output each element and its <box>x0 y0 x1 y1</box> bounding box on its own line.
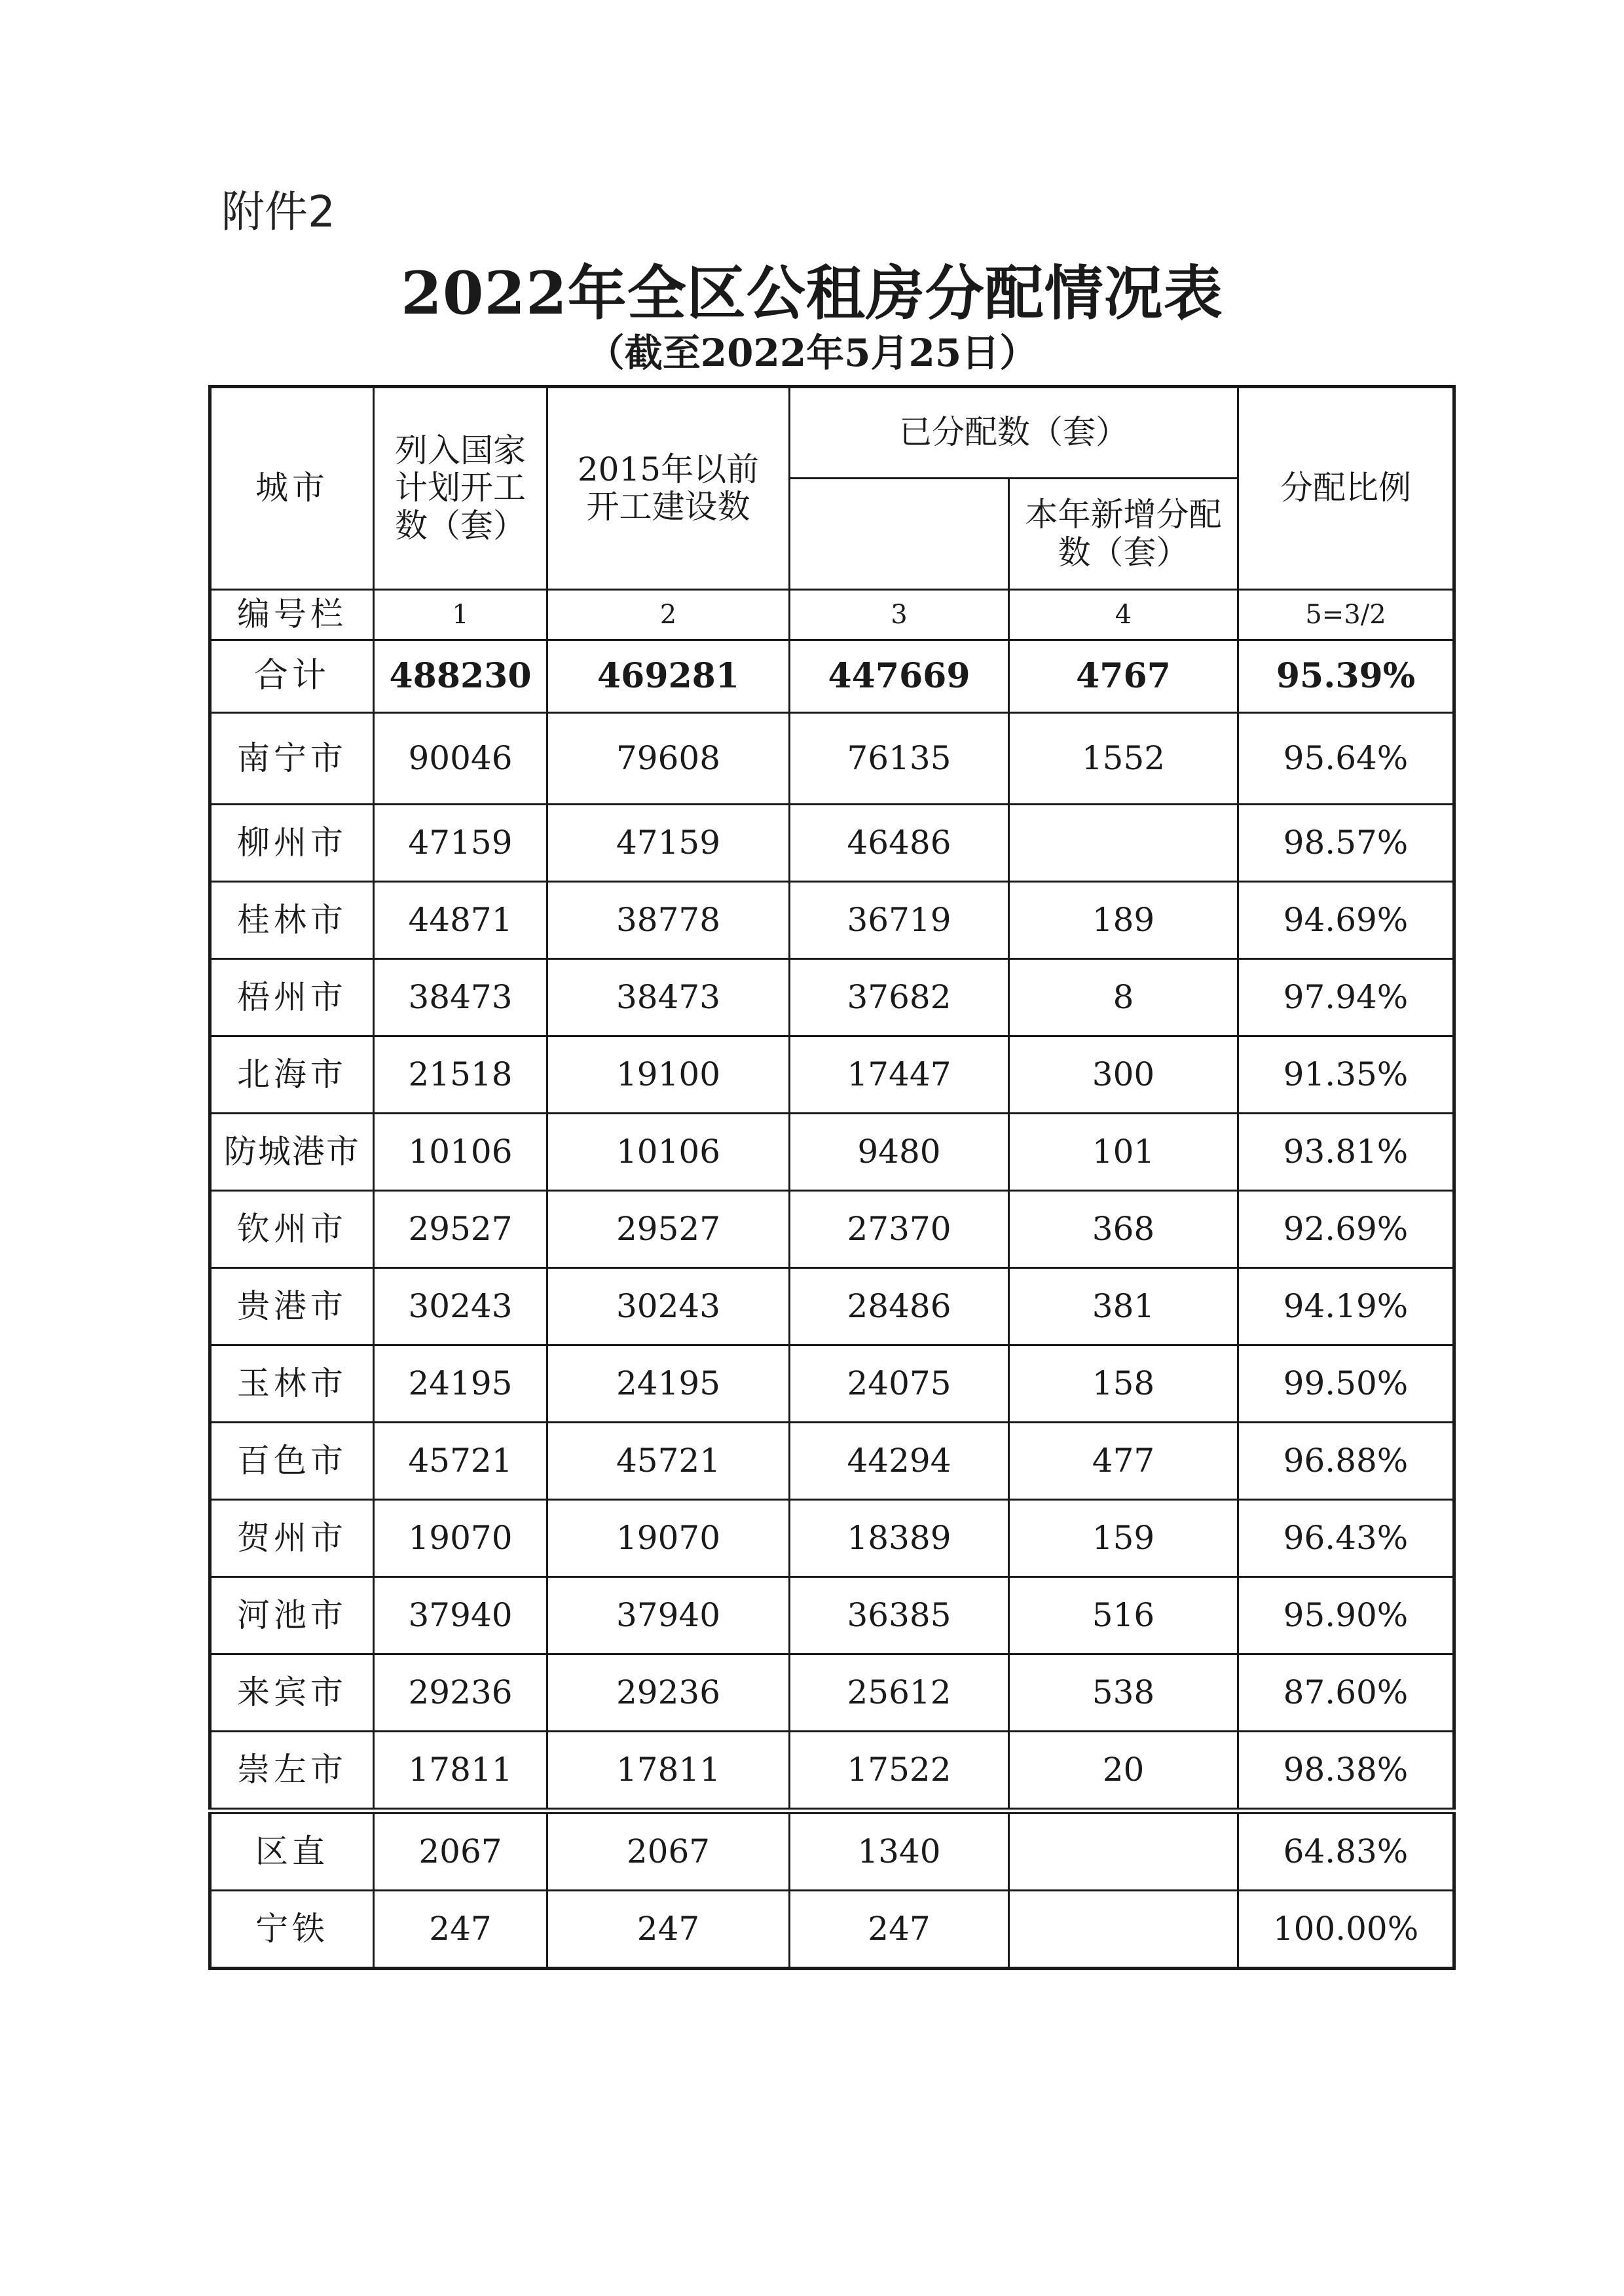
header-new-this-year: 本年新增分配数（套） <box>1009 479 1238 590</box>
city-cell: 北海市 <box>210 1036 374 1114</box>
ratio-cell: 95.64% <box>1238 713 1454 805</box>
allocated-cell: 76135 <box>790 713 1009 805</box>
allocated-cell: 247 <box>790 1891 1009 1969</box>
ratio-cell: 87.60% <box>1238 1654 1454 1732</box>
new-this-year-cell: 538 <box>1009 1654 1238 1732</box>
header-planned: 列入国家计划开工数（套） <box>374 387 547 590</box>
before-2015-cell: 10106 <box>547 1114 790 1191</box>
city-cell: 崇左市 <box>210 1732 374 1812</box>
city-cell: 南宁市 <box>210 713 374 805</box>
before-2015-cell: 79608 <box>547 713 790 805</box>
table-row <box>210 1036 1454 1114</box>
allocated-cell: 25612 <box>790 1654 1009 1732</box>
header-allocated: 已分配数（套） <box>790 387 1238 479</box>
city-cell: 梧州市 <box>210 959 374 1036</box>
allocated-cell: 1340 <box>790 1811 1009 1891</box>
planned-cell: 247 <box>374 1891 547 1969</box>
before-2015-cell: 247 <box>547 1891 790 1969</box>
table-row <box>210 1268 1454 1345</box>
header-ratio: 分配比例 <box>1238 387 1454 590</box>
city-cell: 区直 <box>210 1811 374 1891</box>
planned-cell: 90046 <box>374 713 547 805</box>
before-2015-cell: 30243 <box>547 1268 790 1345</box>
new-this-year-cell <box>1009 1891 1238 1969</box>
city-cell: 河池市 <box>210 1577 374 1654</box>
table-row <box>210 882 1454 959</box>
new-this-year-cell <box>1009 805 1238 882</box>
new-this-year-cell <box>1009 1811 1238 1891</box>
city-cell: 钦州市 <box>210 1191 374 1268</box>
table-row <box>210 1891 1454 1969</box>
city-cell: 贵港市 <box>210 1268 374 1345</box>
allocated-cell: 36385 <box>790 1577 1009 1654</box>
ratio-cell: 94.19% <box>1238 1268 1454 1345</box>
allocated-cell: 18389 <box>790 1500 1009 1577</box>
table-row <box>210 1500 1454 1577</box>
new-this-year-cell: 158 <box>1009 1345 1238 1423</box>
number-row <box>210 590 1454 640</box>
before-2015-cell: 17811 <box>547 1732 790 1812</box>
planned-cell: 45721 <box>374 1423 547 1500</box>
document-subtitle: （截至2022年5月25日） <box>586 331 1038 375</box>
total-row <box>210 640 1454 713</box>
ratio-cell: 94.69% <box>1238 882 1454 959</box>
city-cell: 宁铁 <box>210 1891 374 1969</box>
table-row <box>210 1577 1454 1654</box>
allocated-cell: 17447 <box>790 1036 1009 1114</box>
table-row <box>210 1114 1454 1191</box>
new-this-year-cell: 189 <box>1009 882 1238 959</box>
ratio-cell: 93.81% <box>1238 1114 1454 1191</box>
allocated-cell: 24075 <box>790 1345 1009 1423</box>
planned-cell: 10106 <box>374 1114 547 1191</box>
allocated-cell: 17522 <box>790 1732 1009 1812</box>
ratio-cell: 100.00% <box>1238 1891 1454 1969</box>
allocated-cell: 46486 <box>790 805 1009 882</box>
allocated-cell: 27370 <box>790 1191 1009 1268</box>
before-2015-cell: 19070 <box>547 1500 790 1577</box>
before-2015-cell: 38473 <box>547 959 790 1036</box>
total-label: 合计 <box>210 640 374 713</box>
planned-cell: 17811 <box>374 1732 547 1812</box>
total-new-this-year: 4767 <box>1009 640 1238 713</box>
allocated-cell: 36719 <box>790 882 1009 959</box>
before-2015-cell: 47159 <box>547 805 790 882</box>
before-2015-cell: 29236 <box>547 1654 790 1732</box>
header-city: 城市 <box>210 387 374 590</box>
table-row <box>210 1811 1454 1891</box>
before-2015-cell: 2067 <box>547 1811 790 1891</box>
header-before-2015: 2015年以前开工建设数 <box>547 387 790 590</box>
planned-cell: 19070 <box>374 1500 547 1577</box>
ratio-cell: 95.90% <box>1238 1577 1454 1654</box>
allocated-cell: 28486 <box>790 1268 1009 1345</box>
before-2015-cell: 38778 <box>547 882 790 959</box>
ratio-cell: 64.83% <box>1238 1811 1454 1891</box>
before-2015-cell: 29527 <box>547 1191 790 1268</box>
total-allocated: 447669 <box>790 640 1009 713</box>
total-before-2015: 469281 <box>547 640 790 713</box>
allocated-cell: 44294 <box>790 1423 1009 1500</box>
city-cell: 贺州市 <box>210 1500 374 1577</box>
planned-cell: 29236 <box>374 1654 547 1732</box>
number-cell-4: 4 <box>1009 590 1238 640</box>
before-2015-cell: 19100 <box>547 1036 790 1114</box>
city-cell: 桂林市 <box>210 882 374 959</box>
new-this-year-cell: 20 <box>1009 1732 1238 1812</box>
planned-cell: 21518 <box>374 1036 547 1114</box>
table-row <box>210 1423 1454 1500</box>
city-cell: 玉林市 <box>210 1345 374 1423</box>
total-planned: 488230 <box>374 640 547 713</box>
new-this-year-cell: 8 <box>1009 959 1238 1036</box>
allocated-cell: 37682 <box>790 959 1009 1036</box>
new-this-year-cell: 368 <box>1009 1191 1238 1268</box>
planned-cell: 47159 <box>374 805 547 882</box>
planned-cell: 38473 <box>374 959 547 1036</box>
ratio-cell: 91.35% <box>1238 1036 1454 1114</box>
new-this-year-cell: 516 <box>1009 1577 1238 1654</box>
planned-cell: 44871 <box>374 882 547 959</box>
header-allocated-spacer <box>790 479 1009 590</box>
number-cell-5: 5=3/2 <box>1238 590 1454 640</box>
planned-cell: 37940 <box>374 1577 547 1654</box>
table-row <box>210 1191 1454 1268</box>
total-ratio: 95.39% <box>1238 640 1454 713</box>
number-row-label: 编号栏 <box>210 590 374 640</box>
allocation-table <box>208 385 1456 1970</box>
planned-cell: 30243 <box>374 1268 547 1345</box>
table-row <box>210 959 1454 1036</box>
number-cell-1: 1 <box>374 590 547 640</box>
allocated-cell: 9480 <box>790 1114 1009 1191</box>
attachment-label: 附件2 <box>221 187 335 237</box>
number-cell-2: 2 <box>547 590 790 640</box>
table-row <box>210 1345 1454 1423</box>
table-row <box>210 1654 1454 1732</box>
number-cell-3: 3 <box>790 590 1009 640</box>
new-this-year-cell: 1552 <box>1009 713 1238 805</box>
city-cell: 柳州市 <box>210 805 374 882</box>
table-row <box>210 805 1454 882</box>
ratio-cell: 98.38% <box>1238 1732 1454 1812</box>
new-this-year-cell: 300 <box>1009 1036 1238 1114</box>
ratio-cell: 96.88% <box>1238 1423 1454 1500</box>
city-cell: 防城港市 <box>210 1114 374 1191</box>
planned-cell: 2067 <box>374 1811 547 1891</box>
new-this-year-cell: 381 <box>1009 1268 1238 1345</box>
city-cell: 百色市 <box>210 1423 374 1500</box>
ratio-cell: 98.57% <box>1238 805 1454 882</box>
ratio-cell: 92.69% <box>1238 1191 1454 1268</box>
ratio-cell: 97.94% <box>1238 959 1454 1036</box>
ratio-cell: 96.43% <box>1238 1500 1454 1577</box>
before-2015-cell: 24195 <box>547 1345 790 1423</box>
new-this-year-cell: 159 <box>1009 1500 1238 1577</box>
table-row <box>210 1732 1454 1812</box>
table-row <box>210 713 1454 805</box>
document-title: 2022年全区公租房分配情况表 <box>401 259 1223 328</box>
planned-cell: 24195 <box>374 1345 547 1423</box>
before-2015-cell: 45721 <box>547 1423 790 1500</box>
ratio-cell: 99.50% <box>1238 1345 1454 1423</box>
before-2015-cell: 37940 <box>547 1577 790 1654</box>
planned-cell: 29527 <box>374 1191 547 1268</box>
city-cell: 来宾市 <box>210 1654 374 1732</box>
new-this-year-cell: 101 <box>1009 1114 1238 1191</box>
new-this-year-cell: 477 <box>1009 1423 1238 1500</box>
